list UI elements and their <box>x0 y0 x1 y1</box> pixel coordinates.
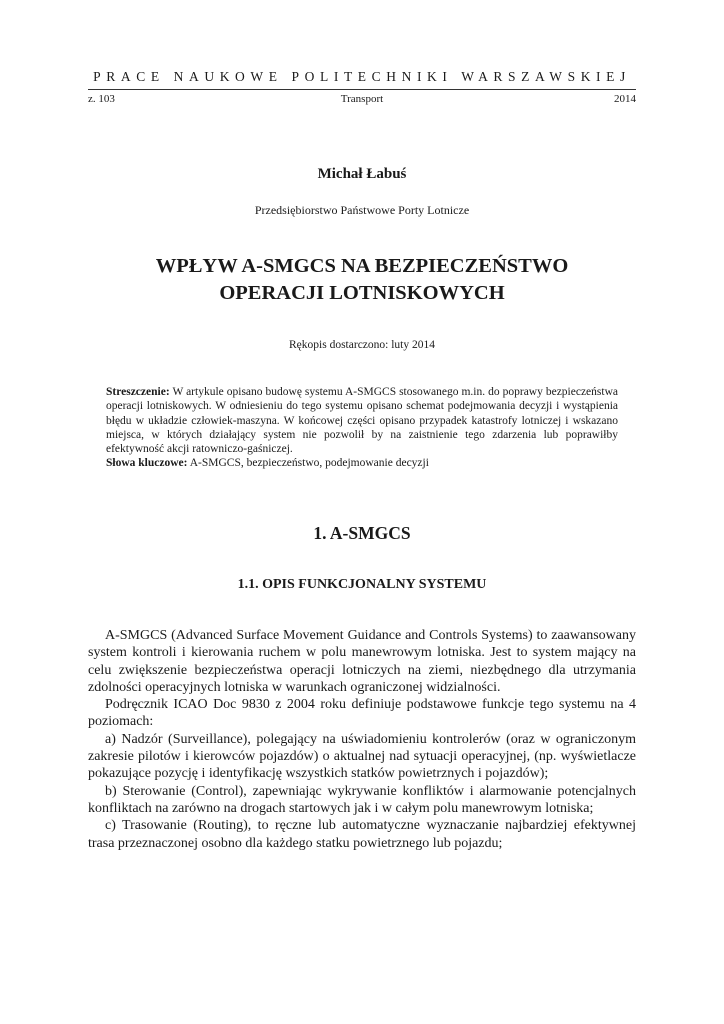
abstract-paragraph <box>106 385 618 456</box>
author-name: Michał Łabuś <box>317 166 407 182</box>
paper-title <box>88 253 636 307</box>
journal-name: PRACE NAUKOWE POLITECHNIKI WARSZAWSKIEJ <box>93 69 631 84</box>
keywords-text: A-SMGCS, bezpieczeństwo, podejmowanie decyzji <box>187 457 429 470</box>
title-line-2: OPERACJI LOTNISKOWYCH <box>219 282 505 304</box>
subsection-heading: 1.1. OPIS FUNKCJONALNY SYSTEMU <box>237 577 487 592</box>
body-paragraph: a) Nadzór (Surveillance), polegający na uświadomieniu kontrolerów (oraz w ograniczonym zakresie pilotów i kierowców pojazdów) o aktualnej nad sytuacji operacyjnej, (np. wyświetlacze pokazujące pozycję i identyfikację wszystkich statków powietrznych i pojazdów); <box>88 731 636 782</box>
title-line-1: WPŁYW A-SMGCS NA BEZPIECZEŃSTWO <box>155 255 569 277</box>
body-paragraph: b) Sterowanie (Control), zapewniając wykrywanie konfliktów i alarmowanie potencjalnych konfliktach na zarówno na drogach startowych jak i w całym polu manewrowym lotniska; <box>88 783 636 816</box>
issue-number: z. 103 <box>88 93 115 105</box>
body-paragraph: A-SMGCS (Advanced Surface Movement Guidance and Controls Systems) to zaawansowany system kontroli i kierowania ruchem w polu manewrowym lotniska. Jest to system mający na celu zwiększenie bezpieczeństwa operacji lotniczych na ziemi, niezbędnego dla utrzymania zdolności operacyjnych lotniska w warunkach ograniczonej widzialności. <box>88 628 636 695</box>
author-affiliation: Przedsiębiorstwo Państwowe Porty Lotnicze <box>254 203 470 217</box>
body-text <box>88 627 636 852</box>
series-name: Transport <box>340 93 384 105</box>
publication-year: 2014 <box>614 93 636 105</box>
received-date: Rękopis dostarczono: luty 2014 <box>289 339 435 351</box>
header-rule <box>88 89 636 90</box>
abstract <box>106 385 618 471</box>
body-paragraph: Podręcznik ICAO Doc 9830 z 2004 roku definiuje podstawowe funkcje tego systemu na 4 poziomach: <box>88 697 636 730</box>
keywords-paragraph <box>106 456 618 470</box>
keywords-label: Słowa kluczowe: <box>106 457 188 470</box>
abstract-text: W artykule opisano budowę systemu A-SMGCS stosowanego m.in. do poprawy bezpieczeństwa operacji lotniskowych. W odniesieniu do tego systemu opisano schemat podejmowania decyzji i wystąpienia błędu w układzie człowiek-maszyna. W końcowej części opisano przypadek katastrofy lotniczej i wskazano miejsca, w których działający system nie pozwolił by na zaistnienie tego zdarzenia lub poprawiłby efektywność akcji ratowniczo-gaśniczej. <box>106 386 618 456</box>
body-paragraph: c) Trasowanie (Routing), to ręczne lub automatyczne wyznaczanie najbardziej efektywnej trasa przeznaczonej osobno dla każdego statku powietrznego lub pojazdu; <box>88 818 636 851</box>
abstract-label: Streszczenie: <box>106 386 170 398</box>
section-heading: 1. A-SMGCS <box>313 523 411 543</box>
